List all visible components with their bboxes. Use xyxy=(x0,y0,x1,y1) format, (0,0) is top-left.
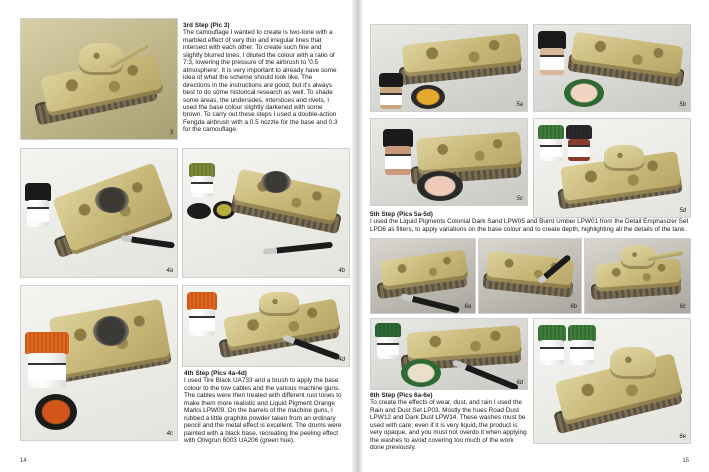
photo-label: 4d xyxy=(338,357,345,363)
paint-cap-yellow xyxy=(411,85,445,109)
photo-4a xyxy=(20,148,178,278)
paint-jar-tan xyxy=(379,73,403,109)
step3-body: The camouflage I wanted to create is two-tone with a marbled effect of very thin and irregular lines that intersect with each other. To create such fine and slightly blurred lines, I diluted the colour with a ratio of 7:3, lowering the pressure of the airbrush to '0.5 atmosphere'. It is very important to already have some idea of what the scheme should look like. The directions in the instructions are good, but it's always best to do some historical research as well. To shade some areas, the undersides, interstices and rivets, I used the base colour slightly darkened with some brown. To carry out these steps I used a double-action Fengda airbrush with a 0.5 nozzle for the base and 0.3 for the camouflage. xyxy=(183,29,338,134)
photo-6e xyxy=(533,318,691,444)
paint-jar-orange xyxy=(187,292,217,336)
photo-5d xyxy=(533,118,691,218)
photo-6c xyxy=(584,238,691,314)
page-number-right: 15 xyxy=(682,458,689,464)
photo-label: 4c xyxy=(166,431,173,437)
tank-model xyxy=(591,243,685,307)
tank-model xyxy=(399,27,525,91)
paint-cap-cream xyxy=(401,359,441,387)
photo-label: 6e xyxy=(679,434,686,440)
photo-label: 4b xyxy=(338,268,345,274)
paint-brush xyxy=(263,242,333,255)
step4-body: I used Tire Black UA733 and a brush to apply the base colour to the tow cables and the various machine guns. The cables were then treated with different rust tones to make them more realistic and Liquid Pigment Orange Marks LPW09. On the barrels of the machine guns, I rubbed a little graphite powder taken from an ordinary pencil and the metal effect is excellent. The drums were painted with a black base, recreating the peeling effect with Olivgrun 6003 UA206 (green hue). xyxy=(184,377,342,445)
step5-body: I used the Liquid Pigments Colonial Dark Sand LPW05 and Burnt Umber LPW01 from the Detail Emphasizer Set LPD6 as filters, to apply variations on the base colour and to create depth, highlighting all the details of the tank. xyxy=(370,218,689,233)
paint-jar-olive xyxy=(189,163,215,197)
step4-heading: 4th Step (Pics 4a-4d) xyxy=(184,370,247,377)
photo-label: 5d xyxy=(679,208,686,214)
step4-text xyxy=(184,370,346,445)
photo-5b xyxy=(533,24,691,112)
paint-jar-tan xyxy=(538,31,566,75)
photo-4b xyxy=(182,148,350,278)
paint-cap-pink xyxy=(564,79,604,107)
tank-model xyxy=(377,243,471,303)
tank-model xyxy=(554,141,686,215)
paint-cap-pink xyxy=(417,171,463,201)
step3-heading: 3rd Step (Pic 3) xyxy=(183,22,230,29)
page-gutter xyxy=(352,0,362,472)
paint-jar-orange xyxy=(25,332,69,388)
photo-label: 5a xyxy=(516,102,523,108)
photo-label: 6c xyxy=(679,304,686,310)
step3-text xyxy=(183,22,341,134)
tank-model xyxy=(550,343,686,439)
step5-text xyxy=(370,211,690,233)
step6-body: To create the effects of wear, dust, and rain I used the Rain and Dust Set LP03. Mostly the hues Road Dust LPW12 and Dark Dust LPW14. These washes must be used with care; even if it is very liquid, the product is very opaque, and you must not overdo it when applying the washes to avoid covering too much of the work done previously. xyxy=(370,399,527,452)
tank-model xyxy=(231,159,345,243)
photo-label: 3 xyxy=(169,130,173,136)
tank-model xyxy=(49,157,173,267)
photo-5c xyxy=(370,118,528,206)
paint-cap-orange xyxy=(35,394,77,430)
page-number-left: 14 xyxy=(20,458,27,464)
photo-label: 4a xyxy=(166,268,173,274)
photo-label: 6b xyxy=(570,304,577,310)
photo-6b xyxy=(478,238,582,314)
paint-cap-black xyxy=(187,203,211,219)
photo-4d xyxy=(182,285,350,367)
photo-6a xyxy=(370,238,476,314)
step6-text xyxy=(370,392,528,452)
paint-jar-dark-green xyxy=(375,323,401,359)
photo-5a xyxy=(370,24,528,112)
tank-model xyxy=(35,39,165,129)
photo-label: 6a xyxy=(464,304,471,310)
photo-6d xyxy=(370,318,528,390)
step5-heading: 5th Step (Pics 5a-5d) xyxy=(370,211,433,218)
photo-4c xyxy=(20,285,178,441)
paint-jar-black xyxy=(25,183,51,227)
step6-heading: 6th Step (Pics 6a-6e) xyxy=(370,392,433,399)
photo-label: 5b xyxy=(679,102,686,108)
photo-label: 5c xyxy=(516,196,523,202)
photo-3 xyxy=(20,18,178,140)
photo-label: 6d xyxy=(516,380,523,386)
paint-jar-tan xyxy=(383,129,413,175)
tank-model xyxy=(483,243,577,303)
